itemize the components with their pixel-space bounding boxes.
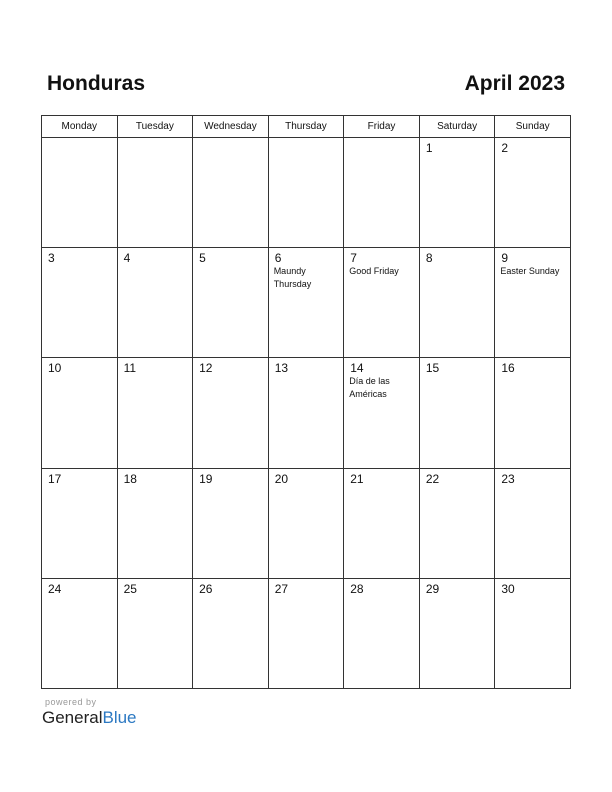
day-number: 15 xyxy=(425,361,440,376)
weekday-header: Wednesday xyxy=(193,116,269,138)
day-number: 21 xyxy=(350,471,364,486)
weekday-header: Saturday xyxy=(419,116,495,138)
weekday-header-row xyxy=(42,116,571,138)
weekday-header: Monday xyxy=(42,116,118,138)
day-cell xyxy=(495,138,571,248)
day-cell xyxy=(419,468,495,578)
day-cell xyxy=(495,468,571,578)
day-number: 12 xyxy=(199,361,213,376)
day-number: 25 xyxy=(123,581,137,596)
day-number: 22 xyxy=(425,471,440,486)
holiday-label: Maundy Thursday xyxy=(273,266,312,290)
weekday-header: Friday xyxy=(344,116,420,138)
day-cell xyxy=(268,248,344,358)
day-cell xyxy=(42,578,118,688)
day-number: 18 xyxy=(123,471,137,486)
day-number: 2 xyxy=(501,141,509,155)
day-cell xyxy=(42,138,118,248)
day-number: 17 xyxy=(48,471,62,486)
day-cell xyxy=(268,578,344,688)
brand-blue-text: Blue xyxy=(102,708,137,727)
day-number: 24 xyxy=(48,581,62,596)
day-cell xyxy=(344,138,420,248)
day-number: 8 xyxy=(425,251,433,266)
weekday-header: Tuesday xyxy=(117,116,193,138)
brand-general-text: General xyxy=(42,708,103,727)
day-number: 19 xyxy=(199,471,213,486)
day-number: 16 xyxy=(501,361,515,376)
day-cell xyxy=(495,358,571,468)
day-number: 14 xyxy=(350,361,364,376)
day-number xyxy=(269,138,344,141)
day-number: 10 xyxy=(48,361,62,376)
week-row xyxy=(42,248,571,358)
day-cell xyxy=(193,138,269,248)
day-number: 26 xyxy=(199,581,213,596)
day-cell xyxy=(193,578,269,688)
day-cell xyxy=(42,248,118,358)
day-cell xyxy=(344,358,420,468)
day-number: 11 xyxy=(123,361,137,376)
week-row xyxy=(42,358,571,468)
day-cell xyxy=(268,468,344,578)
day-number xyxy=(193,138,268,141)
day-cell xyxy=(419,248,495,358)
holiday-label: Good Friday xyxy=(349,266,399,277)
weekday-header: Thursday xyxy=(268,116,344,138)
day-cell xyxy=(193,358,269,468)
day-cell xyxy=(268,138,344,248)
day-number: 28 xyxy=(350,581,364,596)
day-number: 13 xyxy=(274,361,289,376)
day-number: 30 xyxy=(501,581,515,596)
day-number: 7 xyxy=(350,251,357,266)
day-cell xyxy=(117,358,193,468)
day-cell xyxy=(495,578,571,688)
country-title: Honduras xyxy=(47,72,146,95)
powered-by-label: powered by xyxy=(45,697,97,707)
day-cell xyxy=(117,248,193,358)
day-cell xyxy=(117,468,193,578)
day-cell xyxy=(268,358,344,468)
day-number: 29 xyxy=(425,581,440,596)
holiday-label: Día de las Américas xyxy=(349,376,390,400)
week-row xyxy=(42,138,571,248)
day-number xyxy=(118,138,193,141)
day-cell xyxy=(344,468,420,578)
day-cell xyxy=(344,248,420,358)
day-number: 4 xyxy=(123,251,131,266)
day-number: 6 xyxy=(274,251,282,266)
day-cell xyxy=(193,248,269,358)
week-row xyxy=(42,468,571,578)
calendar-grid xyxy=(41,115,571,689)
day-cell xyxy=(419,358,495,468)
day-number: 20 xyxy=(274,471,289,486)
day-cell xyxy=(193,468,269,578)
week-row xyxy=(42,578,571,688)
day-number: 23 xyxy=(501,471,515,486)
day-cell xyxy=(42,468,118,578)
day-number: 5 xyxy=(199,251,206,266)
weekday-header: Sunday xyxy=(495,116,571,138)
day-cell xyxy=(117,138,193,248)
day-number: 1 xyxy=(425,141,433,155)
month-year-title: April 2023 xyxy=(464,72,565,95)
day-cell xyxy=(42,358,118,468)
generalblue-logo[interactable] xyxy=(42,708,137,728)
day-number: 3 xyxy=(48,251,55,266)
day-cell xyxy=(344,578,420,688)
day-number xyxy=(42,138,117,141)
day-cell xyxy=(495,248,571,358)
day-number: 27 xyxy=(274,581,289,596)
day-number xyxy=(344,138,419,141)
day-cell xyxy=(419,138,495,248)
day-number: 9 xyxy=(501,251,509,266)
holiday-label: Easter Sunday xyxy=(500,266,560,277)
day-cell xyxy=(419,578,495,688)
day-cell xyxy=(117,578,193,688)
